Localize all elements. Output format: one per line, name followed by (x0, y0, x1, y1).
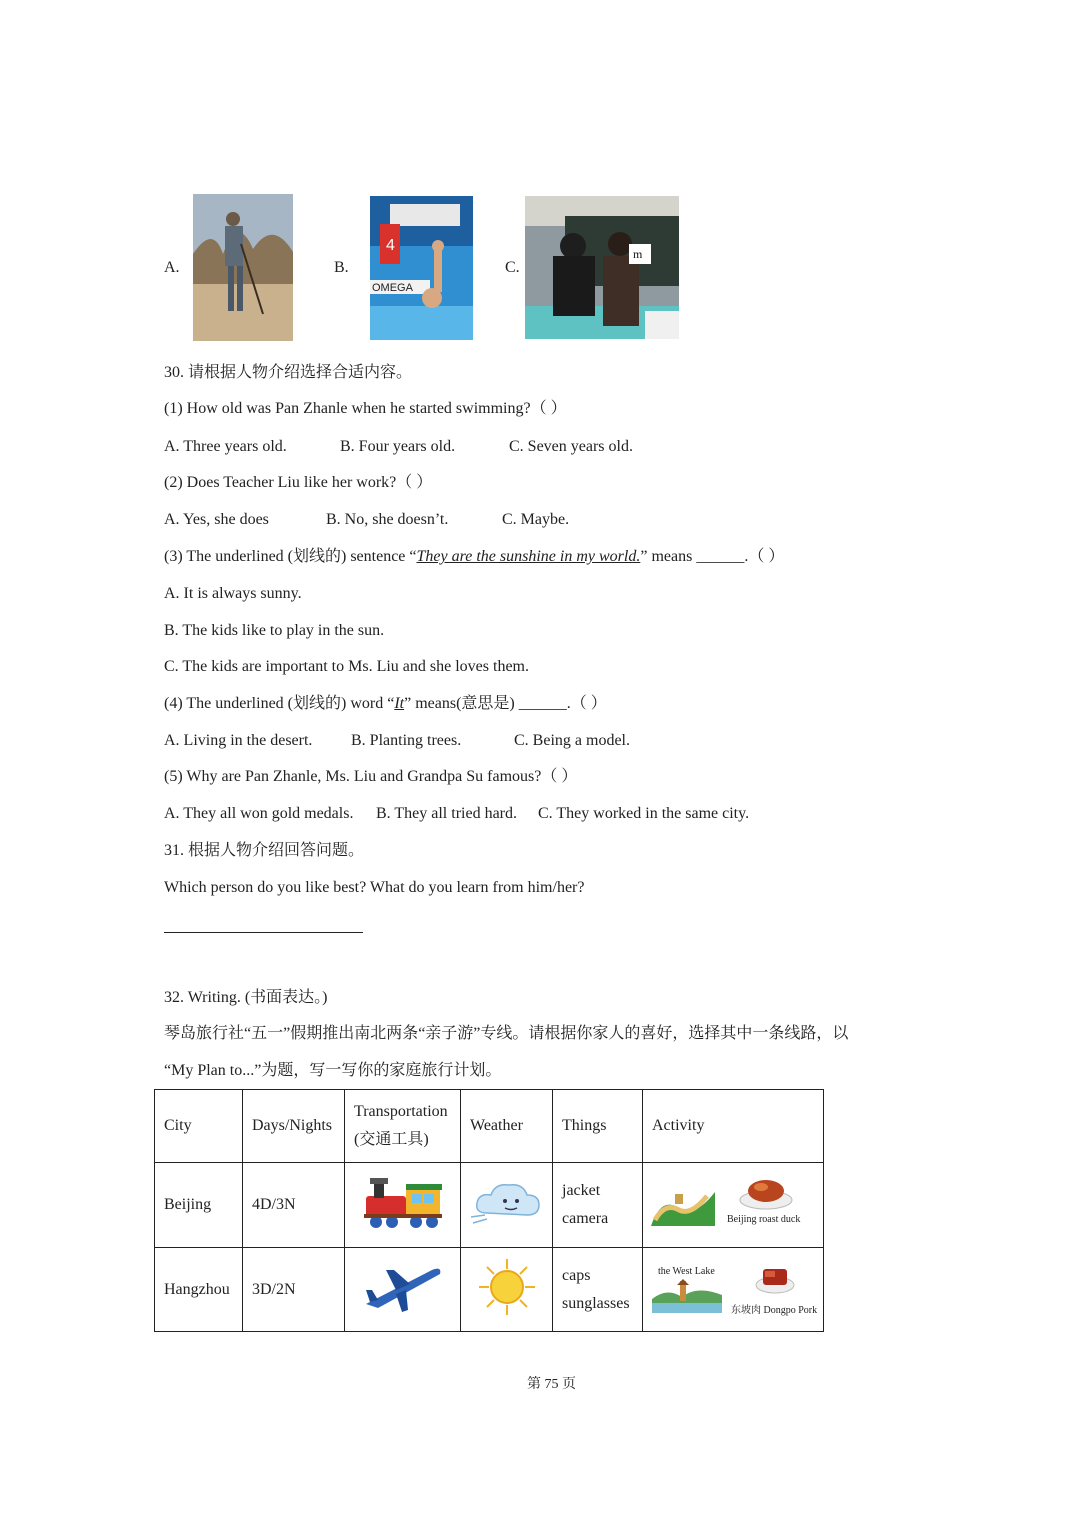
row-beijing-activity (643, 1163, 824, 1248)
q30-3-option-a: A. It is always sunny. (164, 585, 302, 602)
q30-5-option-a: A. They all won gold medals. (164, 805, 354, 822)
things-item: caps (562, 1266, 591, 1284)
q30-4-option-b: B. Planting trees. (351, 732, 462, 749)
row-hangzhou-city: Hangzhou (155, 1248, 243, 1332)
train-icon (345, 1163, 461, 1248)
q32-instruction-line2: “My Plan to...”为题，写一写你的家庭旅行计划。 (164, 1062, 502, 1079)
q30-5-question: (5) Why are Pan Zhanle, Ms. Liu and Grandpa Su famous?（ ） (164, 768, 578, 785)
table-row (155, 1163, 824, 1248)
west-lake-caption: the West Lake (658, 1265, 715, 1277)
q30-2-option-c: C. Maybe. (502, 511, 570, 528)
row-beijing-days: 4D/3N (243, 1163, 345, 1248)
q32-title: 32. Writing. (书面表达。) (164, 989, 328, 1006)
q30-1-question: (1) How old was Pan Zhanle when he started swimming?（ ） (164, 400, 567, 417)
q30-4-option-c: C. Being a model. (514, 732, 630, 749)
page-number: 第 75 页 (527, 1377, 576, 1392)
things-item: sunglasses (562, 1294, 630, 1312)
table-header-row (155, 1090, 824, 1163)
q30-1-option-b: B. Four years old. (340, 438, 456, 455)
photo-grandpa-planting (193, 194, 293, 341)
option-b-label: B. (334, 259, 349, 276)
option-a-label: A. (164, 259, 180, 276)
photo-swimmer-celebrating (370, 196, 473, 340)
q30-3-question: (3) The underlined (划线的) sentence “They are the sunshine in my world.” means ______.（ ） (164, 548, 785, 565)
q30-1-option-c: C. Seven years old. (509, 438, 633, 455)
header-weather: Weather (461, 1090, 553, 1163)
svg-text:m: m (633, 247, 643, 261)
row-beijing-city: Beijing (155, 1163, 243, 1248)
q30-4-option-a: A. Living in the desert. (164, 732, 313, 749)
windy-cloud-icon (461, 1163, 553, 1248)
q30-5-option-b: B. They all tried hard. (376, 805, 517, 822)
header-things: Things (553, 1090, 643, 1163)
q30-2-option-b: B. No, she doesn’t. (326, 511, 449, 528)
photo-teacher-with-child (525, 196, 679, 339)
west-lake-icon (652, 1279, 722, 1313)
svg-text:OMEGA: OMEGA (372, 282, 413, 294)
row-hangzhou-activity (643, 1248, 824, 1332)
option-c-label: C. (505, 259, 520, 276)
q31-title: 31. 根据人物介绍回答问题。 (164, 842, 365, 859)
activity-caption: 东坡肉 Dongpo Pork (731, 1304, 818, 1316)
row-beijing-things (553, 1163, 643, 1248)
row-hangzhou-days: 3D/2N (243, 1248, 345, 1332)
airplane-icon (345, 1248, 461, 1332)
svg-text:4: 4 (386, 237, 395, 254)
underlined-word: It (394, 695, 405, 712)
q30-4-question: (4) The underlined (划线的) word “It” means(意思是) ______.（ ） (164, 695, 607, 712)
roast-duck-icon (739, 1174, 793, 1210)
q30-2-question: (2) Does Teacher Liu like her work?（ ） (164, 474, 433, 491)
things-item: camera (562, 1210, 609, 1227)
q30-1-option-a: A. Three years old. (164, 438, 287, 455)
answer-line[interactable] (164, 932, 363, 933)
row-hangzhou-things (553, 1248, 643, 1332)
header-city: City (155, 1090, 243, 1163)
q32-instruction-line1: 琴岛旅行社“五一”假期推出南北两条“亲子游”专线。请根据你家人的喜好，选择其中一条线路，以 (164, 1025, 849, 1042)
sun-icon (461, 1248, 553, 1332)
travel-plan-table (154, 1089, 824, 1332)
table-row (155, 1248, 824, 1332)
underlined-sentence: They are the sunshine in my world. (416, 548, 641, 565)
header-transportation: Transportation (交通工具) (345, 1090, 461, 1163)
header-days-nights: Days/Nights (243, 1090, 345, 1163)
things-item: jacket (562, 1182, 601, 1199)
dongpo-pork-icon (755, 1259, 795, 1295)
great-wall-icon (651, 1186, 715, 1226)
activity-caption: Beijing roast duck (727, 1213, 801, 1225)
q30-2-option-a: A. Yes, she does (164, 511, 269, 528)
q30-title: 30. 请根据人物介绍选择合适内容。 (164, 364, 413, 381)
header-activity: Activity (643, 1090, 824, 1163)
q30-3-option-c: C. The kids are important to Ms. Liu and she loves them. (164, 658, 529, 675)
q31-question: Which person do you like best? What do you learn from him/her? (164, 879, 585, 896)
q30-3-option-b: B. The kids like to play in the sun. (164, 622, 385, 639)
q30-5-option-c: C. They worked in the same city. (538, 805, 750, 822)
